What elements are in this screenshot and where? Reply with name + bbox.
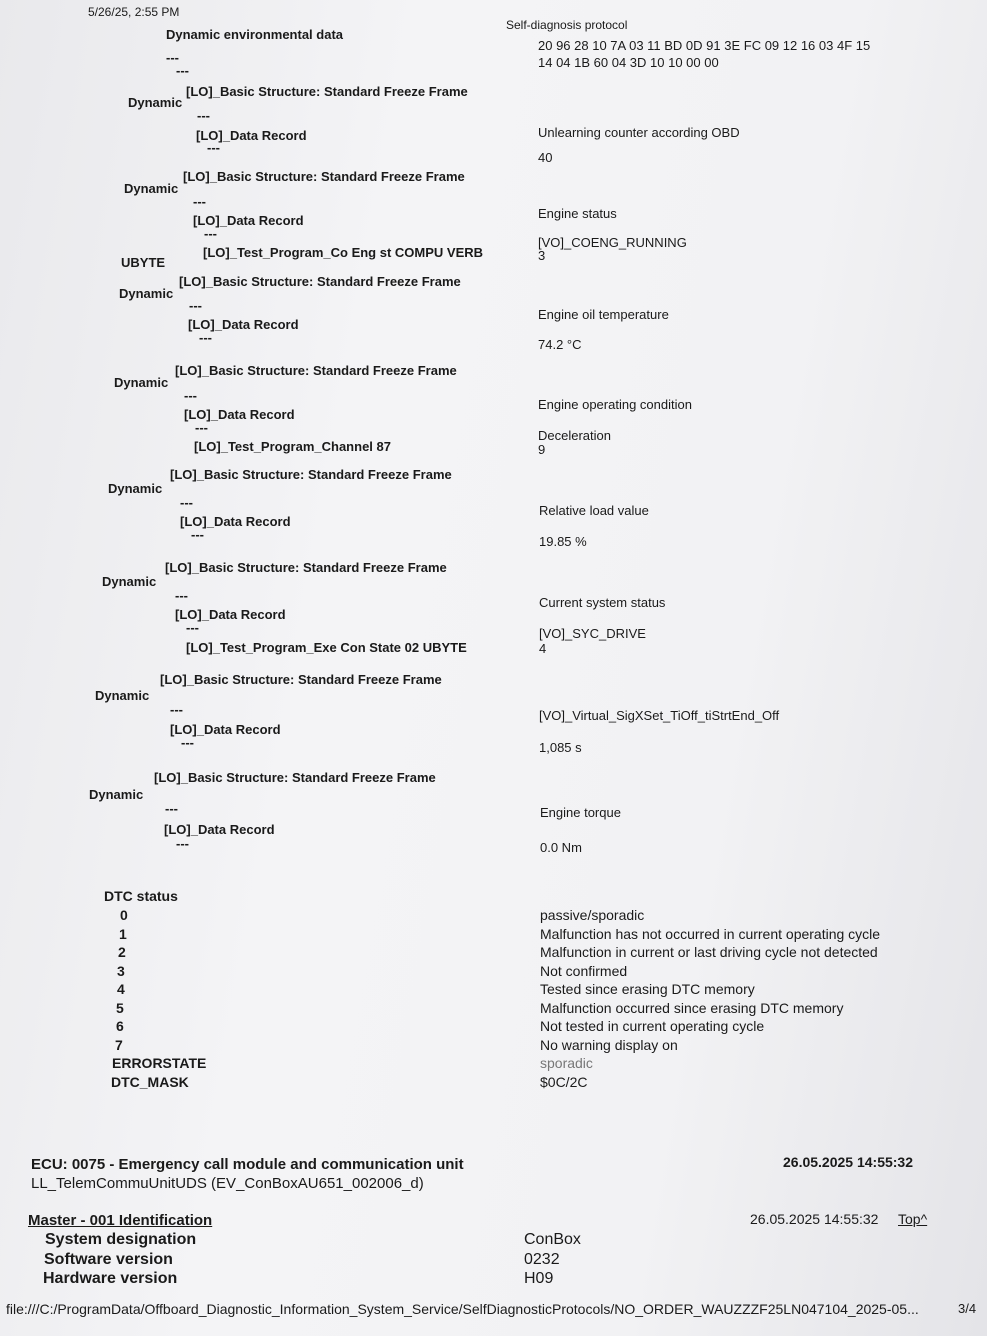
record-code: 4 <box>539 641 547 656</box>
dtc-value: Tested since erasing DTC memory <box>540 981 755 997</box>
record-value: 40 <box>538 150 553 165</box>
basic-structure-label: [LO]_Basic Structure: Standard Freeze Frame <box>179 274 461 289</box>
hex-line-2: 14 04 1B 60 04 3D 10 10 00 00 <box>538 55 719 70</box>
dtc-values <box>540 906 880 1091</box>
dtc-status-title: DTC status <box>104 888 178 904</box>
data-record-label: [LO]_Data Record <box>196 128 307 143</box>
ecu-title: ECU: 0075 - Emergency call module and communication unit <box>31 1156 464 1173</box>
identification-label: Hardware version <box>43 1270 178 1287</box>
record-value: 19.85 % <box>539 534 587 549</box>
basic-structure-label: [LO]_Basic Structure: Standard Freeze Frame <box>186 84 468 99</box>
master-title: Master - 001 Identification <box>28 1212 213 1229</box>
ubyte-label: UBYTE <box>121 255 166 270</box>
identification-value: 0232 <box>524 1251 560 1268</box>
basic-structure-label: [LO]_Basic Structure: Standard Freeze Frame <box>165 560 447 575</box>
dtc-value: $0C/2C <box>540 1073 588 1090</box>
page-number: 3/4 <box>958 1301 977 1316</box>
dash: --- <box>165 801 178 816</box>
record-value: 0.0 Nm <box>540 840 582 855</box>
record-value: [VO]_SYC_DRIVE <box>539 626 646 641</box>
dtc-value: Malfunction in current or last driving cycle not detected <box>540 944 878 960</box>
dash: --- <box>191 527 204 542</box>
dash: --- <box>181 735 194 750</box>
dynamic-label: Dynamic <box>124 181 179 196</box>
dtc-key: 3 <box>117 962 125 979</box>
environmental-title: Dynamic environmental data <box>166 27 343 42</box>
data-record-label: [LO]_Data Record <box>180 514 291 529</box>
record-code: 3 <box>538 248 546 263</box>
data-record-label: [LO]_Data Record <box>188 317 299 332</box>
dash: --- <box>195 420 208 435</box>
test-program-label: [LO]_Test_Program_Exe Con State 02 UBYTE <box>186 640 467 655</box>
dynamic-label: Dynamic <box>128 95 183 110</box>
identification-value: ConBox <box>524 1231 581 1248</box>
dtc-value: Malfunction occurred since erasing DTC memory <box>540 999 844 1016</box>
basic-structure-label: [LO]_Basic Structure: Standard Freeze Frame <box>170 467 452 482</box>
record-code: 9 <box>538 442 546 457</box>
record-value: 1,085 s <box>539 740 582 755</box>
hex-line-1: 20 96 28 10 7A 03 11 BD 0D 91 3E FC 09 12 16 03 4F 15 <box>538 38 871 53</box>
top-link[interactable]: Top^ <box>898 1211 928 1227</box>
dash: --- <box>199 330 212 345</box>
dtc-key: 7 <box>115 1036 123 1053</box>
ecu-subtitle: LL_TelemCommuUnitUDS (EV_ConBoxAU651_002006_d) <box>31 1175 424 1192</box>
dash: --- <box>176 836 189 851</box>
dash: --- <box>189 298 202 313</box>
data-record-label: [LO]_Data Record <box>184 407 295 422</box>
dash: --- <box>175 588 188 603</box>
dash: --- <box>166 50 179 65</box>
dtc-key: 2 <box>118 944 126 960</box>
dash: --- <box>197 108 210 123</box>
master-datetime: 26.05.2025 14:55:32 <box>750 1211 879 1227</box>
dtc-key: 5 <box>116 999 124 1016</box>
dtc-value: Malfunction has not occurred in current operating cycle <box>540 925 881 942</box>
dynamic-label: Dynamic <box>89 787 144 802</box>
dtc-value: Not tested in current operating cycle <box>540 1018 765 1034</box>
dash: --- <box>184 388 197 403</box>
basic-structure-label: [LO]_Basic Structure: Standard Freeze Frame <box>175 363 457 378</box>
basic-structure-label: [LO]_Basic Structure: Standard Freeze Frame <box>160 672 442 687</box>
dash: --- <box>180 495 193 510</box>
record-name: [VO]_Virtual_SigXSet_TiOff_tiStrtEnd_Off <box>539 708 780 723</box>
ecu-datetime: 26.05.2025 14:55:32 <box>783 1154 913 1170</box>
dynamic-label: Dynamic <box>108 481 163 496</box>
identification-label: Software version <box>44 1251 173 1268</box>
record-name: Engine operating condition <box>538 397 692 412</box>
record-name: Unlearning counter according OBD <box>538 125 740 140</box>
data-record-label: [LO]_Data Record <box>193 213 304 228</box>
record-value: [VO]_COENG_RUNNING <box>538 235 687 250</box>
record-name: Engine torque <box>540 805 621 820</box>
identification-label: System designation <box>45 1231 197 1248</box>
dtc-key: 1 <box>119 925 127 942</box>
record-name: Current system status <box>539 595 666 610</box>
dash: --- <box>207 140 220 155</box>
dynamic-label: Dynamic <box>102 574 157 589</box>
dash: --- <box>204 226 217 241</box>
dynamic-label: Dynamic <box>119 286 174 301</box>
dynamic-label: Dynamic <box>114 375 169 390</box>
test-program-label: [LO]_Test_Program_Channel 87 <box>194 439 391 454</box>
dtc-keys <box>113 906 206 1091</box>
dtc-value: sporadic <box>540 1055 593 1071</box>
dtc-key: 6 <box>116 1018 124 1034</box>
footer-file-path: file:///C:/ProgramData/Offboard_Diagnostic_Information_System_Service/SelfDiagnosticProtocols/NO_ORDER_WAUZZZF25LN047104_2025-05... <box>6 1301 919 1317</box>
dynamic-label: Dynamic <box>95 688 150 703</box>
basic-structure-label: [LO]_Basic Structure: Standard Freeze Frame <box>183 169 465 184</box>
record-name: Relative load value <box>539 503 649 518</box>
record-name: Engine oil temperature <box>538 307 669 322</box>
data-record-label: [LO]_Data Record <box>164 822 275 837</box>
dtc-value: Not confirmed <box>540 962 628 979</box>
dash: --- <box>186 620 199 635</box>
dash: --- <box>176 63 189 78</box>
dtc-key: 4 <box>117 981 125 997</box>
dash: --- <box>193 194 206 209</box>
basic-structure-label: [LO]_Basic Structure: Standard Freeze Frame <box>154 770 436 785</box>
dtc-key: ERRORSTATE <box>112 1055 207 1071</box>
data-record-label: [LO]_Data Record <box>170 722 281 737</box>
protocol-title: Self-diagnosis protocol <box>506 18 628 32</box>
dtc-key: DTC_MASK <box>111 1073 189 1090</box>
test-program-label: [LO]_Test_Program_Co Eng st COMPU VERB <box>203 245 484 260</box>
data-record-label: [LO]_Data Record <box>175 607 286 622</box>
identification-value: H09 <box>524 1270 554 1287</box>
dtc-key: 0 <box>120 907 128 923</box>
record-name: Engine status <box>538 206 617 221</box>
record-value: 74.2 °C <box>538 337 582 352</box>
record-value: Deceleration <box>538 428 611 443</box>
print-datetime: 5/26/25, 2:55 PM <box>88 5 180 19</box>
dash: --- <box>170 702 183 717</box>
dtc-value: passive/sporadic <box>540 907 645 923</box>
dtc-value: No warning display on <box>540 1036 678 1053</box>
